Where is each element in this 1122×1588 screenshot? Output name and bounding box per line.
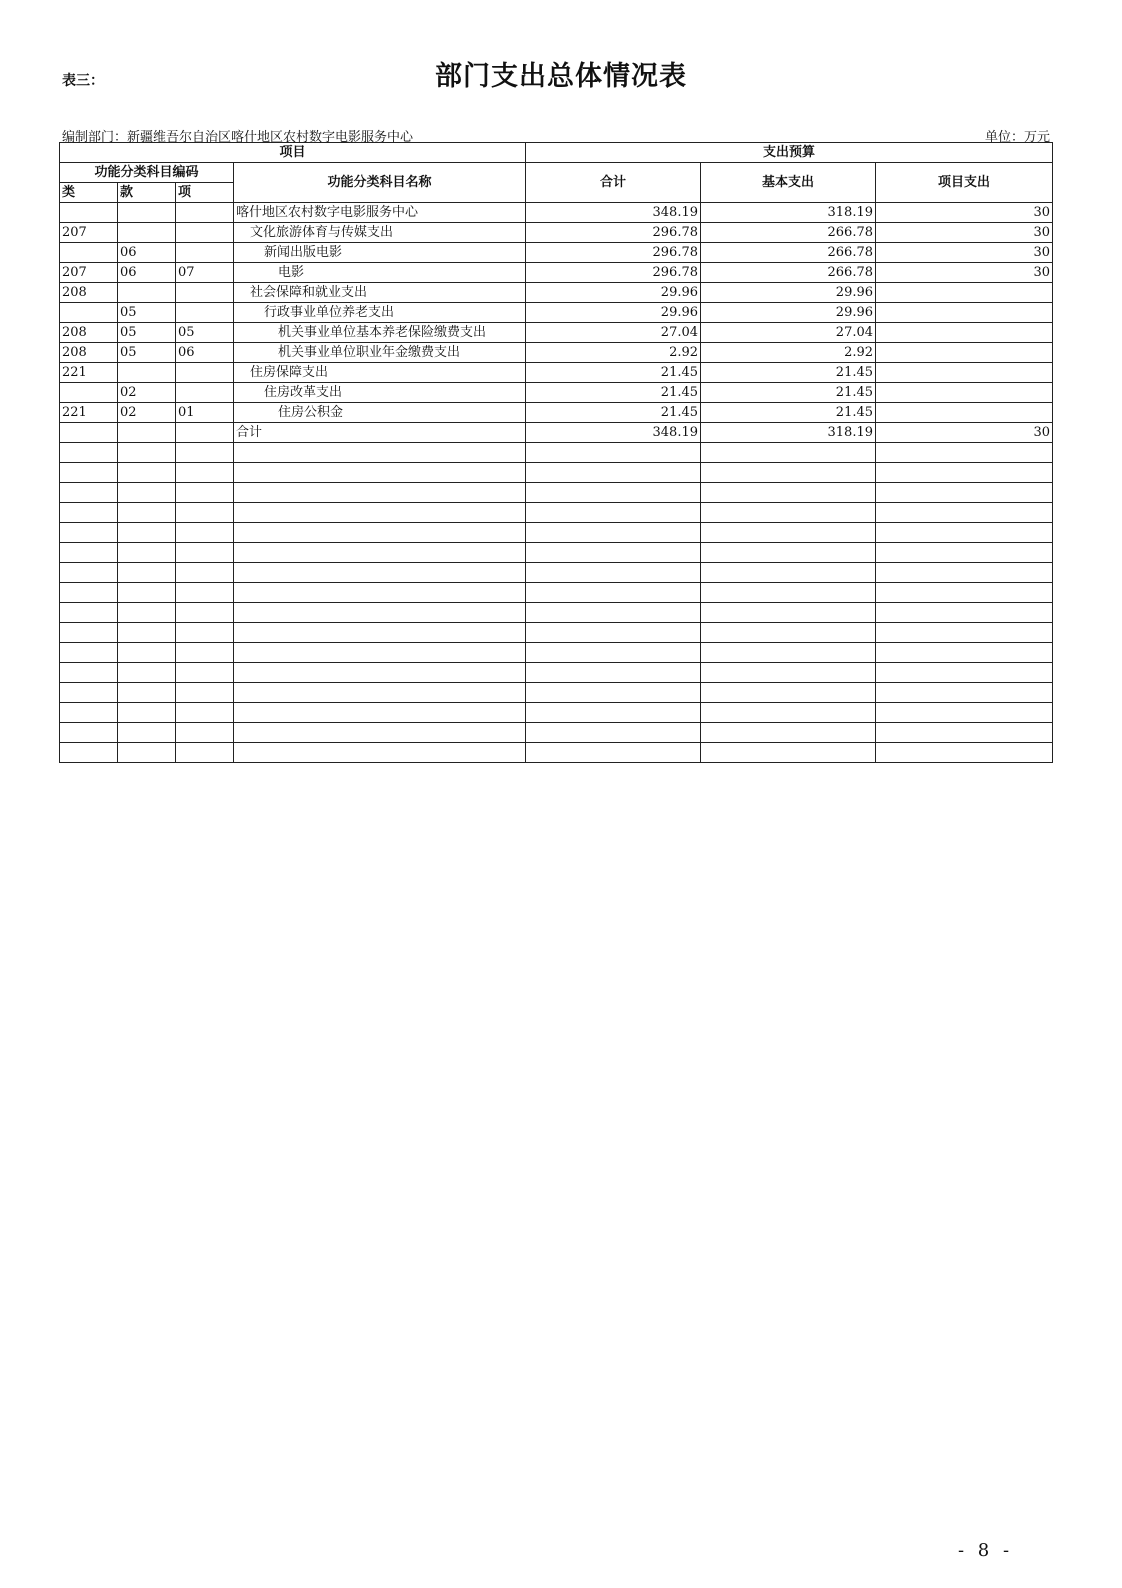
empty-cell: [60, 563, 118, 583]
empty-cell: [118, 503, 176, 523]
empty-cell: [701, 483, 876, 503]
header-code-group: 功能分类科目编码: [60, 163, 234, 183]
cell-xiang: 01: [176, 403, 234, 423]
empty-cell: [176, 523, 234, 543]
empty-cell: [118, 683, 176, 703]
cell-lei: 207: [60, 223, 118, 243]
empty-cell: [118, 663, 176, 683]
empty-cell: [526, 623, 701, 643]
empty-row: [60, 623, 1053, 643]
cell-project: [876, 303, 1053, 323]
empty-row: [60, 723, 1053, 743]
empty-cell: [234, 563, 526, 583]
empty-cell: [526, 603, 701, 623]
empty-cell: [701, 443, 876, 463]
empty-cell: [118, 723, 176, 743]
table-row: [60, 323, 1053, 343]
empty-cell: [876, 703, 1053, 723]
cell-total: 21.45: [526, 403, 701, 423]
empty-cell: [526, 683, 701, 703]
cell-kuan: 02: [118, 383, 176, 403]
cell-kuan: [118, 223, 176, 243]
empty-cell: [118, 463, 176, 483]
empty-cell: [701, 743, 876, 763]
empty-cell: [876, 483, 1053, 503]
empty-cell: [701, 643, 876, 663]
empty-cell: [526, 483, 701, 503]
cell-name: 机关事业单位职业年金缴费支出: [234, 343, 526, 363]
empty-cell: [234, 723, 526, 743]
empty-cell: [60, 663, 118, 683]
cell-total: 27.04: [526, 323, 701, 343]
empty-cell: [60, 723, 118, 743]
cell-lei: 221: [60, 403, 118, 423]
empty-cell: [118, 483, 176, 503]
empty-row: [60, 703, 1053, 723]
empty-cell: [176, 503, 234, 523]
empty-cell: [234, 443, 526, 463]
empty-cell: [526, 703, 701, 723]
table-row: [60, 243, 1053, 263]
empty-cell: [234, 523, 526, 543]
empty-cell: [60, 443, 118, 463]
empty-cell: [234, 503, 526, 523]
empty-cell: [60, 483, 118, 503]
cell-name: 住房公积金: [234, 403, 526, 423]
cell-name: 社会保障和就业支出: [234, 283, 526, 303]
cell-total: 29.96: [526, 283, 701, 303]
empty-cell: [234, 623, 526, 643]
table-body: [60, 203, 1053, 763]
cell-basic: 266.78: [701, 243, 876, 263]
empty-cell: [526, 663, 701, 683]
empty-cell: [60, 623, 118, 643]
cell-kuan: 06: [118, 263, 176, 283]
cell-project: 30: [876, 263, 1053, 283]
empty-cell: [526, 503, 701, 523]
empty-cell: [876, 683, 1053, 703]
empty-row: [60, 583, 1053, 603]
empty-cell: [118, 623, 176, 643]
cell-basic: 21.45: [701, 403, 876, 423]
empty-cell: [701, 683, 876, 703]
table-row: [60, 283, 1053, 303]
cell-name: 文化旅游体育与传媒支出: [234, 223, 526, 243]
empty-cell: [60, 643, 118, 663]
empty-cell: [176, 463, 234, 483]
empty-cell: [60, 503, 118, 523]
cell-project: [876, 363, 1053, 383]
expenditure-table: [59, 142, 1053, 763]
empty-cell: [876, 743, 1053, 763]
cell-total: 296.78: [526, 223, 701, 243]
empty-cell: [701, 523, 876, 543]
cell-basic: 29.96: [701, 303, 876, 323]
page-title: 部门支出总体情况表: [435, 61, 687, 92]
empty-cell: [526, 643, 701, 663]
header-row-2: [60, 163, 1053, 183]
cell-kuan: 05: [118, 343, 176, 363]
table-row: [60, 203, 1053, 223]
cell-project: [876, 383, 1053, 403]
empty-cell: [60, 683, 118, 703]
empty-cell: [60, 523, 118, 543]
empty-cell: [876, 543, 1053, 563]
cell-project: [876, 323, 1053, 343]
empty-cell: [876, 523, 1053, 543]
empty-row: [60, 603, 1053, 623]
header-project-exp: 项目支出: [876, 163, 1053, 203]
empty-row: [60, 743, 1053, 763]
cell-lei: [60, 243, 118, 263]
cell-project: [876, 343, 1053, 363]
empty-cell: [876, 603, 1053, 623]
cell-basic: 2.92: [701, 343, 876, 363]
empty-cell: [176, 563, 234, 583]
header-budget: 支出预算: [526, 143, 1053, 163]
empty-cell: [176, 443, 234, 463]
cell-kuan: [118, 203, 176, 223]
cell-total: 21.45: [526, 363, 701, 383]
empty-cell: [118, 703, 176, 723]
header-xiang: 项: [176, 183, 234, 203]
cell-xiang: [176, 203, 234, 223]
empty-cell: [234, 543, 526, 563]
empty-cell: [526, 723, 701, 743]
cell-basic: 266.78: [701, 263, 876, 283]
cell-xiang: [176, 303, 234, 323]
empty-cell: [876, 503, 1053, 523]
cell-basic: 318.19: [701, 423, 876, 443]
empty-cell: [176, 623, 234, 643]
cell-total: 348.19: [526, 203, 701, 223]
empty-cell: [176, 483, 234, 503]
header-row-1: [60, 143, 1053, 163]
cell-xiang: [176, 363, 234, 383]
empty-cell: [526, 583, 701, 603]
header-total: 合计: [526, 163, 701, 203]
empty-cell: [118, 563, 176, 583]
empty-row: [60, 443, 1053, 463]
empty-cell: [118, 743, 176, 763]
empty-cell: [176, 583, 234, 603]
cell-project: 30: [876, 223, 1053, 243]
header-kuan: 款: [118, 183, 176, 203]
empty-cell: [60, 603, 118, 623]
cell-kuan: 06: [118, 243, 176, 263]
empty-row: [60, 663, 1053, 683]
header-lei: 类: [60, 183, 118, 203]
empty-cell: [876, 643, 1053, 663]
empty-row: [60, 483, 1053, 503]
empty-cell: [234, 683, 526, 703]
cell-basic: 266.78: [701, 223, 876, 243]
cell-project: 30: [876, 243, 1053, 263]
cell-lei: [60, 423, 118, 443]
cell-name: 喀什地区农村数字电影服务中心: [234, 203, 526, 223]
empty-row: [60, 543, 1053, 563]
cell-name: 住房保障支出: [234, 363, 526, 383]
empty-cell: [701, 703, 876, 723]
empty-cell: [60, 583, 118, 603]
cell-lei: 208: [60, 283, 118, 303]
empty-cell: [234, 583, 526, 603]
cell-basic: 29.96: [701, 283, 876, 303]
cell-xiang: [176, 423, 234, 443]
cell-xiang: 06: [176, 343, 234, 363]
empty-cell: [118, 643, 176, 663]
empty-cell: [701, 623, 876, 643]
empty-cell: [701, 723, 876, 743]
header-basic: 基本支出: [701, 163, 876, 203]
cell-kuan: 05: [118, 323, 176, 343]
table-row: [60, 223, 1053, 243]
cell-total: 2.92: [526, 343, 701, 363]
empty-cell: [876, 663, 1053, 683]
empty-cell: [701, 463, 876, 483]
table-row: [60, 263, 1053, 283]
cell-xiang: 07: [176, 263, 234, 283]
empty-row: [60, 463, 1053, 483]
empty-cell: [118, 543, 176, 563]
cell-total: 29.96: [526, 303, 701, 323]
empty-cell: [701, 563, 876, 583]
empty-cell: [526, 443, 701, 463]
empty-cell: [176, 663, 234, 683]
table-row: [60, 303, 1053, 323]
cell-name: 机关事业单位基本养老保险缴费支出: [234, 323, 526, 343]
empty-cell: [176, 723, 234, 743]
header-project: 项目: [60, 143, 526, 163]
cell-xiang: [176, 283, 234, 303]
empty-cell: [60, 703, 118, 723]
empty-cell: [526, 543, 701, 563]
cell-xiang: [176, 383, 234, 403]
cell-basic: 21.45: [701, 363, 876, 383]
empty-cell: [876, 563, 1053, 583]
cell-lei: [60, 303, 118, 323]
cell-total: 348.19: [526, 423, 701, 443]
empty-cell: [876, 723, 1053, 743]
empty-cell: [234, 483, 526, 503]
empty-cell: [118, 523, 176, 543]
empty-cell: [234, 703, 526, 723]
empty-cell: [876, 463, 1053, 483]
cell-xiang: 05: [176, 323, 234, 343]
empty-cell: [118, 583, 176, 603]
cell-kuan: [118, 423, 176, 443]
cell-kuan: 05: [118, 303, 176, 323]
empty-cell: [234, 603, 526, 623]
table-label: 表三：: [62, 73, 104, 89]
page-number: - 8 -: [958, 1540, 1014, 1561]
empty-row: [60, 643, 1053, 663]
cell-name: 新闻出版电影: [234, 243, 526, 263]
empty-cell: [176, 683, 234, 703]
empty-cell: [176, 743, 234, 763]
empty-cell: [876, 583, 1053, 603]
cell-basic: 27.04: [701, 323, 876, 343]
cell-lei: 208: [60, 323, 118, 343]
cell-lei: [60, 203, 118, 223]
empty-row: [60, 523, 1053, 543]
empty-row: [60, 503, 1053, 523]
cell-lei: 221: [60, 363, 118, 383]
empty-cell: [701, 603, 876, 623]
empty-cell: [118, 443, 176, 463]
empty-cell: [234, 663, 526, 683]
cell-kuan: 02: [118, 403, 176, 423]
empty-row: [60, 563, 1053, 583]
cell-xiang: [176, 243, 234, 263]
table-row: [60, 423, 1053, 443]
cell-project: [876, 283, 1053, 303]
header-name: 功能分类科目名称: [234, 163, 526, 203]
cell-lei: 207: [60, 263, 118, 283]
empty-cell: [60, 463, 118, 483]
empty-cell: [176, 543, 234, 563]
empty-cell: [701, 543, 876, 563]
cell-project: [876, 403, 1053, 423]
cell-project: 30: [876, 423, 1053, 443]
empty-cell: [176, 603, 234, 623]
table-row: [60, 403, 1053, 423]
empty-cell: [60, 543, 118, 563]
cell-name: 电影: [234, 263, 526, 283]
cell-lei: [60, 383, 118, 403]
cell-basic: 318.19: [701, 203, 876, 223]
empty-cell: [176, 703, 234, 723]
empty-cell: [118, 603, 176, 623]
empty-cell: [234, 463, 526, 483]
cell-total: 21.45: [526, 383, 701, 403]
cell-total: 296.78: [526, 243, 701, 263]
empty-cell: [701, 583, 876, 603]
cell-name: 合计: [234, 423, 526, 443]
empty-cell: [701, 503, 876, 523]
cell-kuan: [118, 283, 176, 303]
empty-cell: [526, 523, 701, 543]
empty-cell: [176, 643, 234, 663]
cell-name: 行政事业单位养老支出: [234, 303, 526, 323]
cell-xiang: [176, 223, 234, 243]
empty-cell: [526, 563, 701, 583]
cell-total: 296.78: [526, 263, 701, 283]
cell-name: 住房改革支出: [234, 383, 526, 403]
empty-row: [60, 683, 1053, 703]
table-row: [60, 343, 1053, 363]
department-label: 编制部门：新疆维吾尔自治区喀什地区农村数字电影服务中心: [62, 130, 414, 145]
cell-basic: 21.45: [701, 383, 876, 403]
empty-cell: [701, 663, 876, 683]
empty-cell: [876, 443, 1053, 463]
empty-cell: [876, 623, 1053, 643]
table-row: [60, 363, 1053, 383]
empty-cell: [234, 743, 526, 763]
cell-project: 30: [876, 203, 1053, 223]
empty-cell: [526, 463, 701, 483]
cell-lei: 208: [60, 343, 118, 363]
table-row: [60, 383, 1053, 403]
empty-cell: [234, 643, 526, 663]
cell-kuan: [118, 363, 176, 383]
empty-cell: [60, 743, 118, 763]
unit-label: 单位：万元: [984, 130, 1050, 145]
empty-cell: [526, 743, 701, 763]
